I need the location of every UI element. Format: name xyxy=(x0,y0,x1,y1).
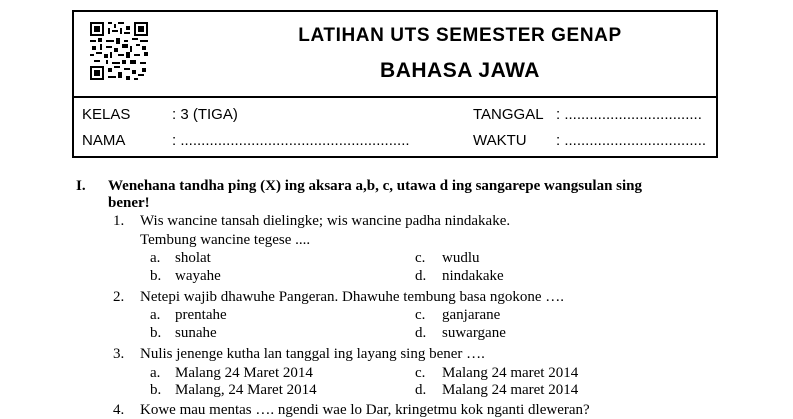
question-number: 1. xyxy=(113,213,125,229)
question-text: Kowe mau mentas …. ngendi wae lo Dar, kringetmu kok nganti dleweran? xyxy=(140,402,590,418)
question-text: Netepi wajib dhawuhe Pangeran. Dhawuhe tembung basa ngokone …. xyxy=(140,289,565,305)
question-number: 4. xyxy=(113,402,125,418)
option-text: wudlu xyxy=(442,250,480,266)
option-text: Malang 24 maret 2014 xyxy=(442,365,579,381)
option-letter[interactable]: b. xyxy=(150,268,162,284)
option-letter[interactable]: d. xyxy=(415,382,427,398)
option-text: sunahe xyxy=(175,325,217,341)
option-letter[interactable]: a. xyxy=(150,307,161,323)
option-letter[interactable]: b. xyxy=(150,325,162,341)
section-instruction: Wenehana tandha ping (X) ing aksara a,b, c, utawa d ing sangarepe wangsulan sing xyxy=(108,178,643,194)
qr-code-icon xyxy=(90,22,148,80)
option-text: suwargane xyxy=(442,325,506,341)
option-text: prentahe xyxy=(175,307,227,323)
option-text: sholat xyxy=(175,250,211,266)
subject-title: BAHASA JAWA xyxy=(380,59,540,82)
tanggal-field[interactable]: : ................................. xyxy=(556,106,702,123)
kelas-value: : 3 (TIGA) xyxy=(172,106,238,123)
header-box xyxy=(72,10,718,96)
page-title: LATIHAN UTS SEMESTER GENAP xyxy=(298,25,622,46)
option-letter[interactable]: b. xyxy=(150,382,162,398)
waktu-label: WAKTU xyxy=(473,132,527,149)
question-text: Wis wancine tansah dielingke; wis wancine padha nindakake. xyxy=(140,213,511,229)
option-text: Malang, 24 Maret 2014 xyxy=(175,382,317,398)
option-letter[interactable]: c. xyxy=(415,365,426,381)
question-text-cont: Tembung wancine tegese .... xyxy=(140,232,311,248)
tanggal-label: TANGGAL xyxy=(473,106,544,123)
section-instruction-cont: bener! xyxy=(108,195,150,211)
option-letter[interactable]: d. xyxy=(415,268,427,284)
option-letter[interactable]: a. xyxy=(150,250,161,266)
nama-label: NAMA xyxy=(82,132,126,149)
option-text: ganjarane xyxy=(442,307,501,323)
question-text: Nulis jenenge kutha lan tanggal ing layang sing bener …. xyxy=(140,346,485,362)
option-text: Malang 24 Maret 2014 xyxy=(175,365,313,381)
question-number: 3. xyxy=(113,346,125,362)
option-letter[interactable]: d. xyxy=(415,325,427,341)
option-text: wayahe xyxy=(175,268,221,284)
option-letter[interactable]: c. xyxy=(415,307,426,323)
waktu-field[interactable]: : .................................. xyxy=(556,132,707,149)
option-letter[interactable]: a. xyxy=(150,365,161,381)
option-letter[interactable]: c. xyxy=(415,250,426,266)
option-text: Malang 24 maret 2014 xyxy=(442,382,579,398)
question-number: 2. xyxy=(113,289,125,305)
student-info-box xyxy=(72,96,718,158)
section-numeral: I. xyxy=(76,178,86,194)
option-text: nindakake xyxy=(442,268,504,284)
kelas-label: KELAS xyxy=(82,106,131,123)
nama-field[interactable]: : ....................................................... xyxy=(172,132,410,149)
